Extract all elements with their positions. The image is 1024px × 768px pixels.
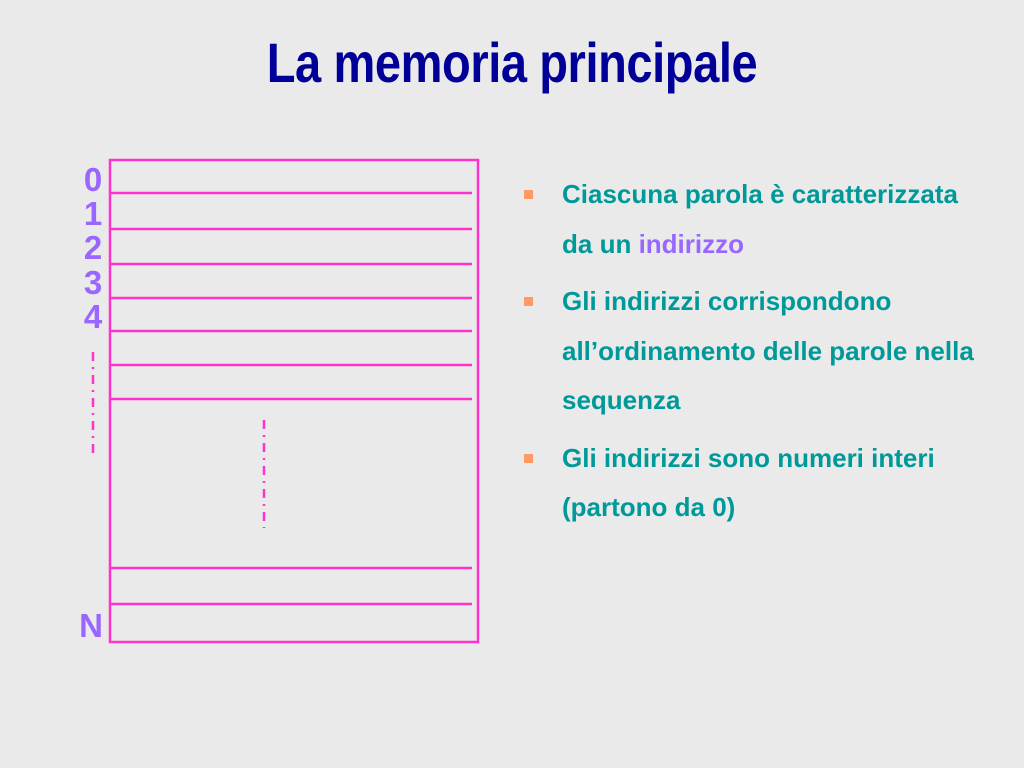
- bullet-text: Ciascuna parola è caratterizzata da un: [562, 179, 958, 259]
- bullet-item: [522, 170, 992, 269]
- address-label-2: 2: [83, 229, 103, 266]
- address-label-n: N: [79, 607, 103, 644]
- square-bullet-icon: [524, 454, 533, 463]
- memory-cells: [110, 193, 472, 604]
- slide-title: La memoria principale: [266, 31, 758, 94]
- address-label-1: 1: [83, 195, 103, 232]
- memory-block: [110, 160, 478, 642]
- highlighted-term: indirizzo: [638, 228, 744, 259]
- address-label-0: 0: [83, 161, 103, 198]
- address-label-3: 3: [83, 264, 103, 301]
- address-label-4: 4: [83, 298, 103, 335]
- square-bullet-icon: [524, 297, 533, 306]
- bullet-item: [522, 277, 992, 426]
- square-bullet-icon: [524, 190, 533, 199]
- bullet-list: [522, 170, 992, 541]
- bullet-text: Gli indirizzi corrispondono all’ordinamento delle parole nella sequenza: [562, 286, 974, 415]
- bullet-text: Gli indirizzi sono numeri interi (partono da 0): [562, 442, 935, 522]
- bullet-item: [522, 434, 992, 533]
